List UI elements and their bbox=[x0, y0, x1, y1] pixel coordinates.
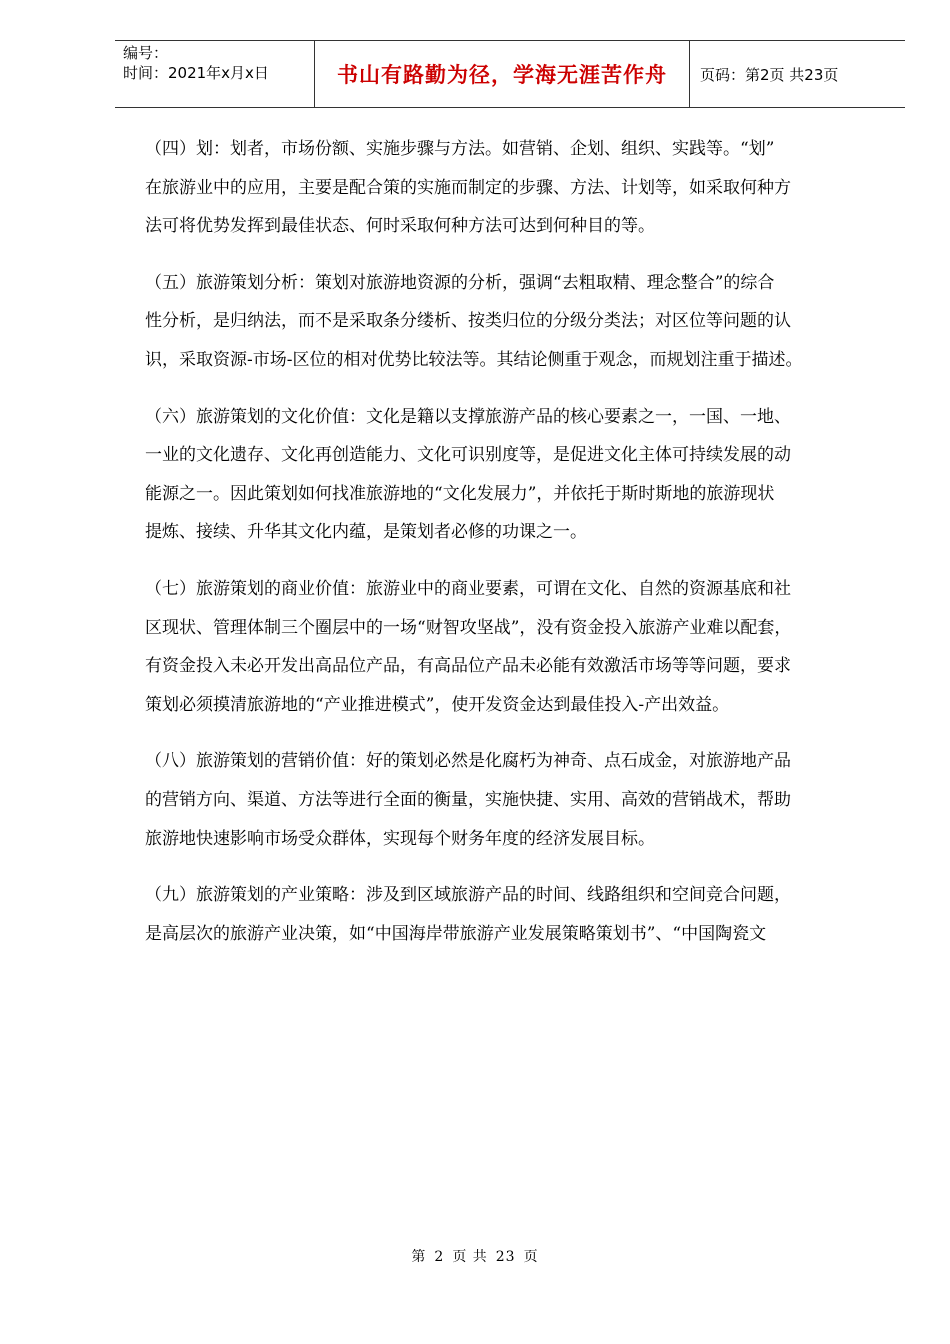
paragraph-line: 旅游地快速影响市场受众群体，实现每个财务年度的经济发展目标。 bbox=[145, 828, 655, 849]
serial-label: 编号： bbox=[123, 44, 169, 62]
header-meta bbox=[115, 41, 315, 107]
page-header bbox=[115, 40, 905, 108]
paragraph-line: 是高层次的旅游产业决策，如“中国海岸带旅游产业发展策略策划书”、“中国陶瓷文 bbox=[145, 923, 767, 944]
header-page-info: 页码：第2页 共23页 bbox=[700, 65, 839, 84]
footer-suffix: 页 bbox=[523, 1249, 539, 1265]
footer-page-number: 2 bbox=[434, 1249, 445, 1265]
paragraph-line: 能源之一。因此策划如何找准旅游地的“文化发展力”，并依托于斯时斯地的旅游现状 bbox=[145, 483, 775, 504]
paragraph-line: 一业的文化遗存、文化再创造能力、文化可识别度等，是促进文化主体可持续发展的动 bbox=[145, 445, 791, 466]
paragraph-line: 在旅游业中的应用，主要是配合策的实施而制定的步骤、方法、计划等，如采取何种方 bbox=[145, 177, 791, 198]
time-label: 时间：2021年x月x日 bbox=[123, 64, 269, 82]
footer-mid: 页 共 bbox=[452, 1249, 488, 1265]
footer-total-pages: 23 bbox=[495, 1249, 516, 1265]
page-footer bbox=[0, 1246, 950, 1266]
paragraph-line: 策划必须摸清旅游地的“产业推进模式”，使开发资金达到最佳投入-产出效益。 bbox=[145, 694, 730, 715]
paragraph-line: （九）旅游策划的产业策略：涉及到区域旅游产品的时间、线路组织和空间竞合问题， bbox=[145, 885, 791, 906]
footer-prefix: 第 bbox=[411, 1249, 427, 1265]
paragraph-line: 提炼、接续、升华其文化内蕴，是策划者必修的功课之一。 bbox=[145, 522, 587, 543]
paragraph-line: 区现状、管理体制三个圈层中的一场“财智攻坚战”，没有资金投入旅游产业难以配套， bbox=[145, 617, 792, 638]
paragraph-line: （八）旅游策划的营销价值：好的策划必然是化腐朽为神奇、点石成金，对旅游地产品 bbox=[145, 751, 791, 772]
paragraph-line: （六）旅游策划的文化价值：文化是籍以支撑旅游产品的核心要素之一，一国、一地、 bbox=[145, 406, 791, 427]
paragraph-line: 性分析，是归纳法，而不是采取条分缕析、按类归位的分级分类法；对区位等问题的认 bbox=[145, 311, 791, 332]
paragraph-line: 法可将优势发挥到最佳状态、何时采取何种方法可达到何种目的等。 bbox=[145, 216, 655, 237]
paragraph-line: （七）旅游策划的商业价值：旅游业中的商业要素，可谓在文化、自然的资源基底和社 bbox=[145, 578, 791, 599]
document-body bbox=[145, 130, 875, 953]
paragraph-line: （五）旅游策划分析：策划对旅游地资源的分析，强调“去粗取精、理念整合”的综合 bbox=[145, 272, 775, 293]
paragraph-line: 有资金投入未必开发出高品位产品，有高品位产品未必能有效激活市场等等问题，要求 bbox=[145, 656, 791, 677]
paragraph-line: （四）划：划者，市场份额、实施步骤与方法。如营销、企划、组织、实践等。“划” bbox=[145, 139, 775, 159]
paragraph-line: 识，采取资源-市场-区位的相对优势比较法等。其结论侧重于观念，而规划注重于描述。 bbox=[145, 349, 803, 370]
header-motto: 书山有路勤为径，学海无涯苦作舟 bbox=[315, 41, 690, 107]
paragraph-line: 的营销方向、渠道、方法等进行全面的衡量，实施快捷、实用、高效的营销战术，帮助 bbox=[145, 789, 791, 810]
